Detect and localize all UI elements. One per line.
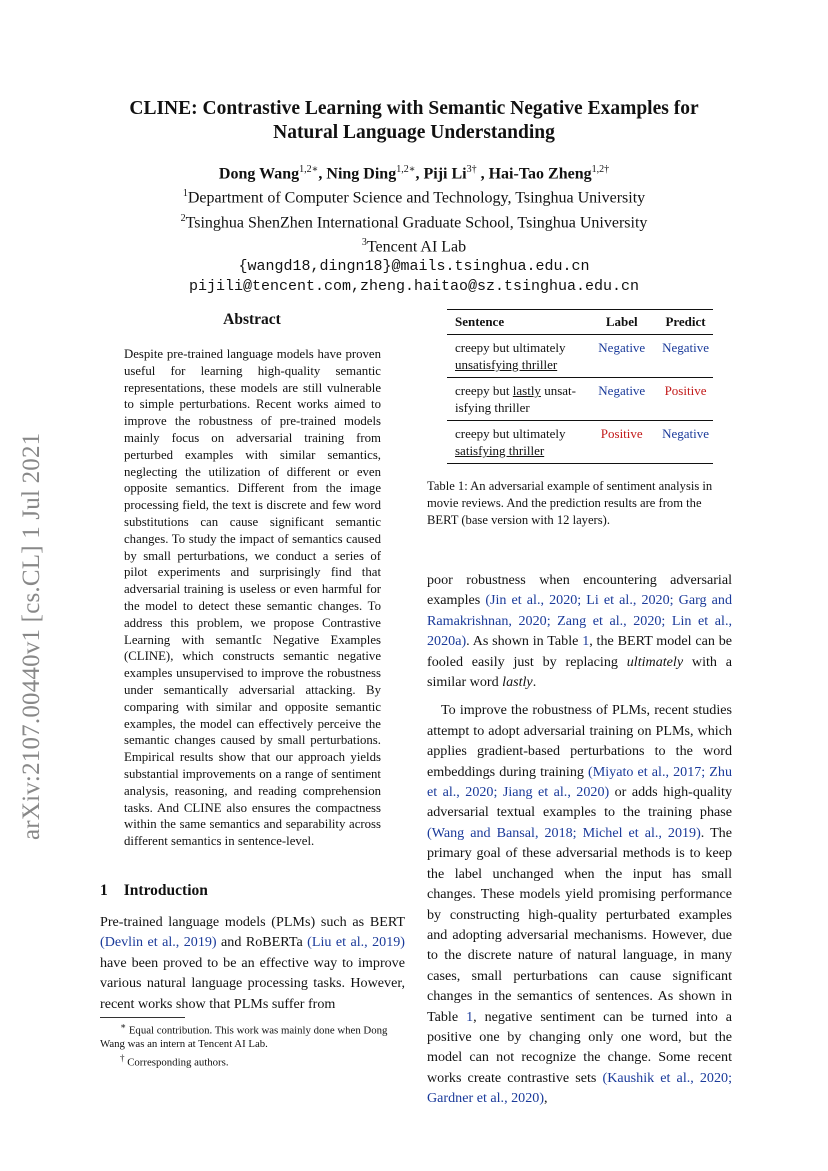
citation-link[interactable]: (Kaushik et al., 2020; Gardner et al., 2020) (427, 1069, 732, 1107)
citation-link[interactable]: (Wang and Bansal, 2018; Michel et al., 2019) (427, 824, 701, 841)
footnote-1: ∗ Equal contribution. This work was mainly done when Dong Wang was an intern at Tencent AI Lab. (100, 1021, 388, 1051)
title-line-1: CLINE: Contrastive Learning with Semantic Negative Examples for (129, 98, 699, 119)
affiliation-2: $^2$Tsinghua ShenZhen International Graduate School, Tsinghua University (180, 212, 648, 231)
section-heading-introduction (100, 882, 208, 900)
predict-cell: Positive (664, 383, 707, 398)
introduction-paragraph: Pre-trained language models (PLMs) such as BERT (Devlin et al., 2019) and RoBERTa (Liu et al., 2019) have been proved to be an effective way to improve various natural language processing tasks. However, recent works show that PLMs suffer from (100, 914, 406, 1012)
predict-cell: Negative (662, 340, 709, 355)
abstract-heading: Abstract (223, 311, 281, 328)
section-title: Introduction (123, 882, 208, 899)
right-column-text (427, 570, 732, 1109)
table-row (447, 421, 713, 464)
header-predict: Predict (665, 314, 706, 329)
citation-link[interactable]: (Miyato et al., 2017; Zhu et al., 2020; Jiang et al., 2020) (427, 763, 733, 801)
footnotes (100, 1020, 405, 1070)
header-sentence: Sentence (455, 314, 505, 329)
footnote-divider (100, 1017, 185, 1018)
label-cell: Positive (600, 426, 643, 441)
affiliation-1: $^1$Department of Computer Science and Technology, Tsinghua University (182, 188, 646, 207)
citation-link[interactable]: (Devlin et al., 2019) (100, 934, 217, 951)
sentence-cell: creepy but ultimately unsatisfying thriller (455, 340, 566, 372)
email-line-1: {wangd18,dingn18}@mails.tsinghua.edu.cn (238, 258, 590, 276)
table-ref-link[interactable]: 1 (466, 1008, 474, 1025)
author-2-affil: 1,2∗ (396, 164, 416, 175)
arxiv-identifier-stamp: arXiv:2107.00440v1 [cs.CL] 1 Jul 2021 (18, 432, 45, 840)
table-row (447, 378, 713, 421)
title-line-2: Natural Language Understanding (273, 122, 555, 143)
author-2: Ning Ding (326, 165, 397, 183)
author-names: Dong Wang$^{1,2∗}$, Ning Ding$^{1,2∗}$, Piji $Li^{3\dagger}$ , Hai-Tao Zheng$^{1,2\dagger}$ (218, 164, 610, 183)
author-4-affil: 1,2† (591, 164, 610, 175)
table-ref-link[interactable]: 1 (582, 633, 590, 650)
header-label: Label (605, 314, 638, 329)
label-cell: Negative (598, 340, 646, 355)
paragraph-adversarial-training: To improve the robustness of PLMs, recent studies attempt to adopt adversarial training on PLMs, which applies gradient-based perturbations to the word embeddings during training (Miyato et al., 2017; Zhu et al., 2020; Jiang et al., 2020) or adds high-quality adversarial textual examples to the training phase (Wang and Bansal, 2018; Michel et al., 2019). The primary goal of these adversarial methods is to keep the label unchanged when the input has small changes. These models yield promising performance by constructing high-quality perturbated examples and adopting adversarial mechanisms. However, due to the discrete nature of natural language, in many cases, small perturbations can cause significant changes in the semantics of sentences. As shown in Table 1, negative sentiment can be turned into a positive one by changing only one word, but the model can not recognize the change. Some recent works create contrastive sets (Kaushik et al., 2020; Gardner et al., 2020), (427, 702, 733, 1107)
affiliation-3: $^3$Tencent AI Lab (361, 236, 467, 256)
predict-cell: Negative (662, 426, 709, 441)
label-cell: Negative (598, 383, 646, 398)
citation-link[interactable]: (Jin et al., 2020; Li et al., 2020; Garg and Ramakrishnan, 2020; Zang et al., 2020; Lin et al., 2020a) (427, 592, 732, 650)
section-number: 1 (100, 882, 108, 899)
author-1: Dong Wang (218, 165, 300, 183)
author-3-affil: 3† (466, 164, 477, 175)
paper-title (0, 97, 828, 145)
adversarial-example-table (447, 309, 713, 464)
sentence-cell: creepy but ultimately satisfying thriller (455, 426, 566, 458)
author-3: Piji Li (423, 165, 467, 183)
author-1-affil: 1,2∗ (299, 164, 319, 175)
email-line-2: pijili@tencent.com,zheng.haitao@sz.tsinghua.edu.cn (188, 278, 640, 296)
sentence-cell: creepy but lastly unsat- isfying thriller (455, 383, 576, 415)
author-4: Hai-Tao Zheng (488, 165, 592, 183)
author-block (0, 160, 828, 297)
paragraph-robustness: poor robustness when encountering adversarial examples (Jin et al., 2020; Li et al., 2020; Garg and Ramakrishnan, 2020; Zang et al., 2020; Lin et al., 2020a). As shown in Table 1, the BERT model can be fooled easily just by replacing ultimately with a similar word lastly. (427, 572, 733, 691)
table-caption: Table 1: An adversarial example of sentiment analysis in movie reviews. And the prediction results are from the BERT (base version with 12 layers). (427, 479, 713, 527)
abstract-body: Despite pre-trained language models have proven useful for learning high-quality semantic representations, these models are still vulnerable to simple perturbations. Recent works aimed to improve the robustness of pre-trained models mainly focus on adversarial training from perturbed examples with similar semantics, neglecting the utilization of different or even opposite semantics. Different from the image processing field, the text is discrete and few word substitutions can cause significant semantic changes. To study the impact of semantics caused by small perturbations, we conduct a series of pilot experiments and surprisingly find that adversarial training is useless or even harmful for the model to detect these semantic changes. To address this problem, we propose Contrastive Learning with semantIc Negative Examples (CLINE), which constructs semantic negative examples unsupervised to improve the robustness under semantically adversarial attacking. By comparing with similar and opposite semantic examples, the model can effectively perceive the semantic changes caused by small perturbations. Empirical results show that our approach yields substantial improvements on a range of sentiment analysis, reasoning, and reading comprehension tasks. And CLINE also ensures the compactness within the same semantics and separability across different semantics in sentence-level. (124, 347, 381, 849)
footnote-2: † Corresponding authors. (120, 1052, 229, 1069)
table-row (447, 335, 713, 378)
table-header-row (447, 310, 713, 335)
citation-link[interactable]: (Liu et al., 2019) (307, 934, 406, 951)
